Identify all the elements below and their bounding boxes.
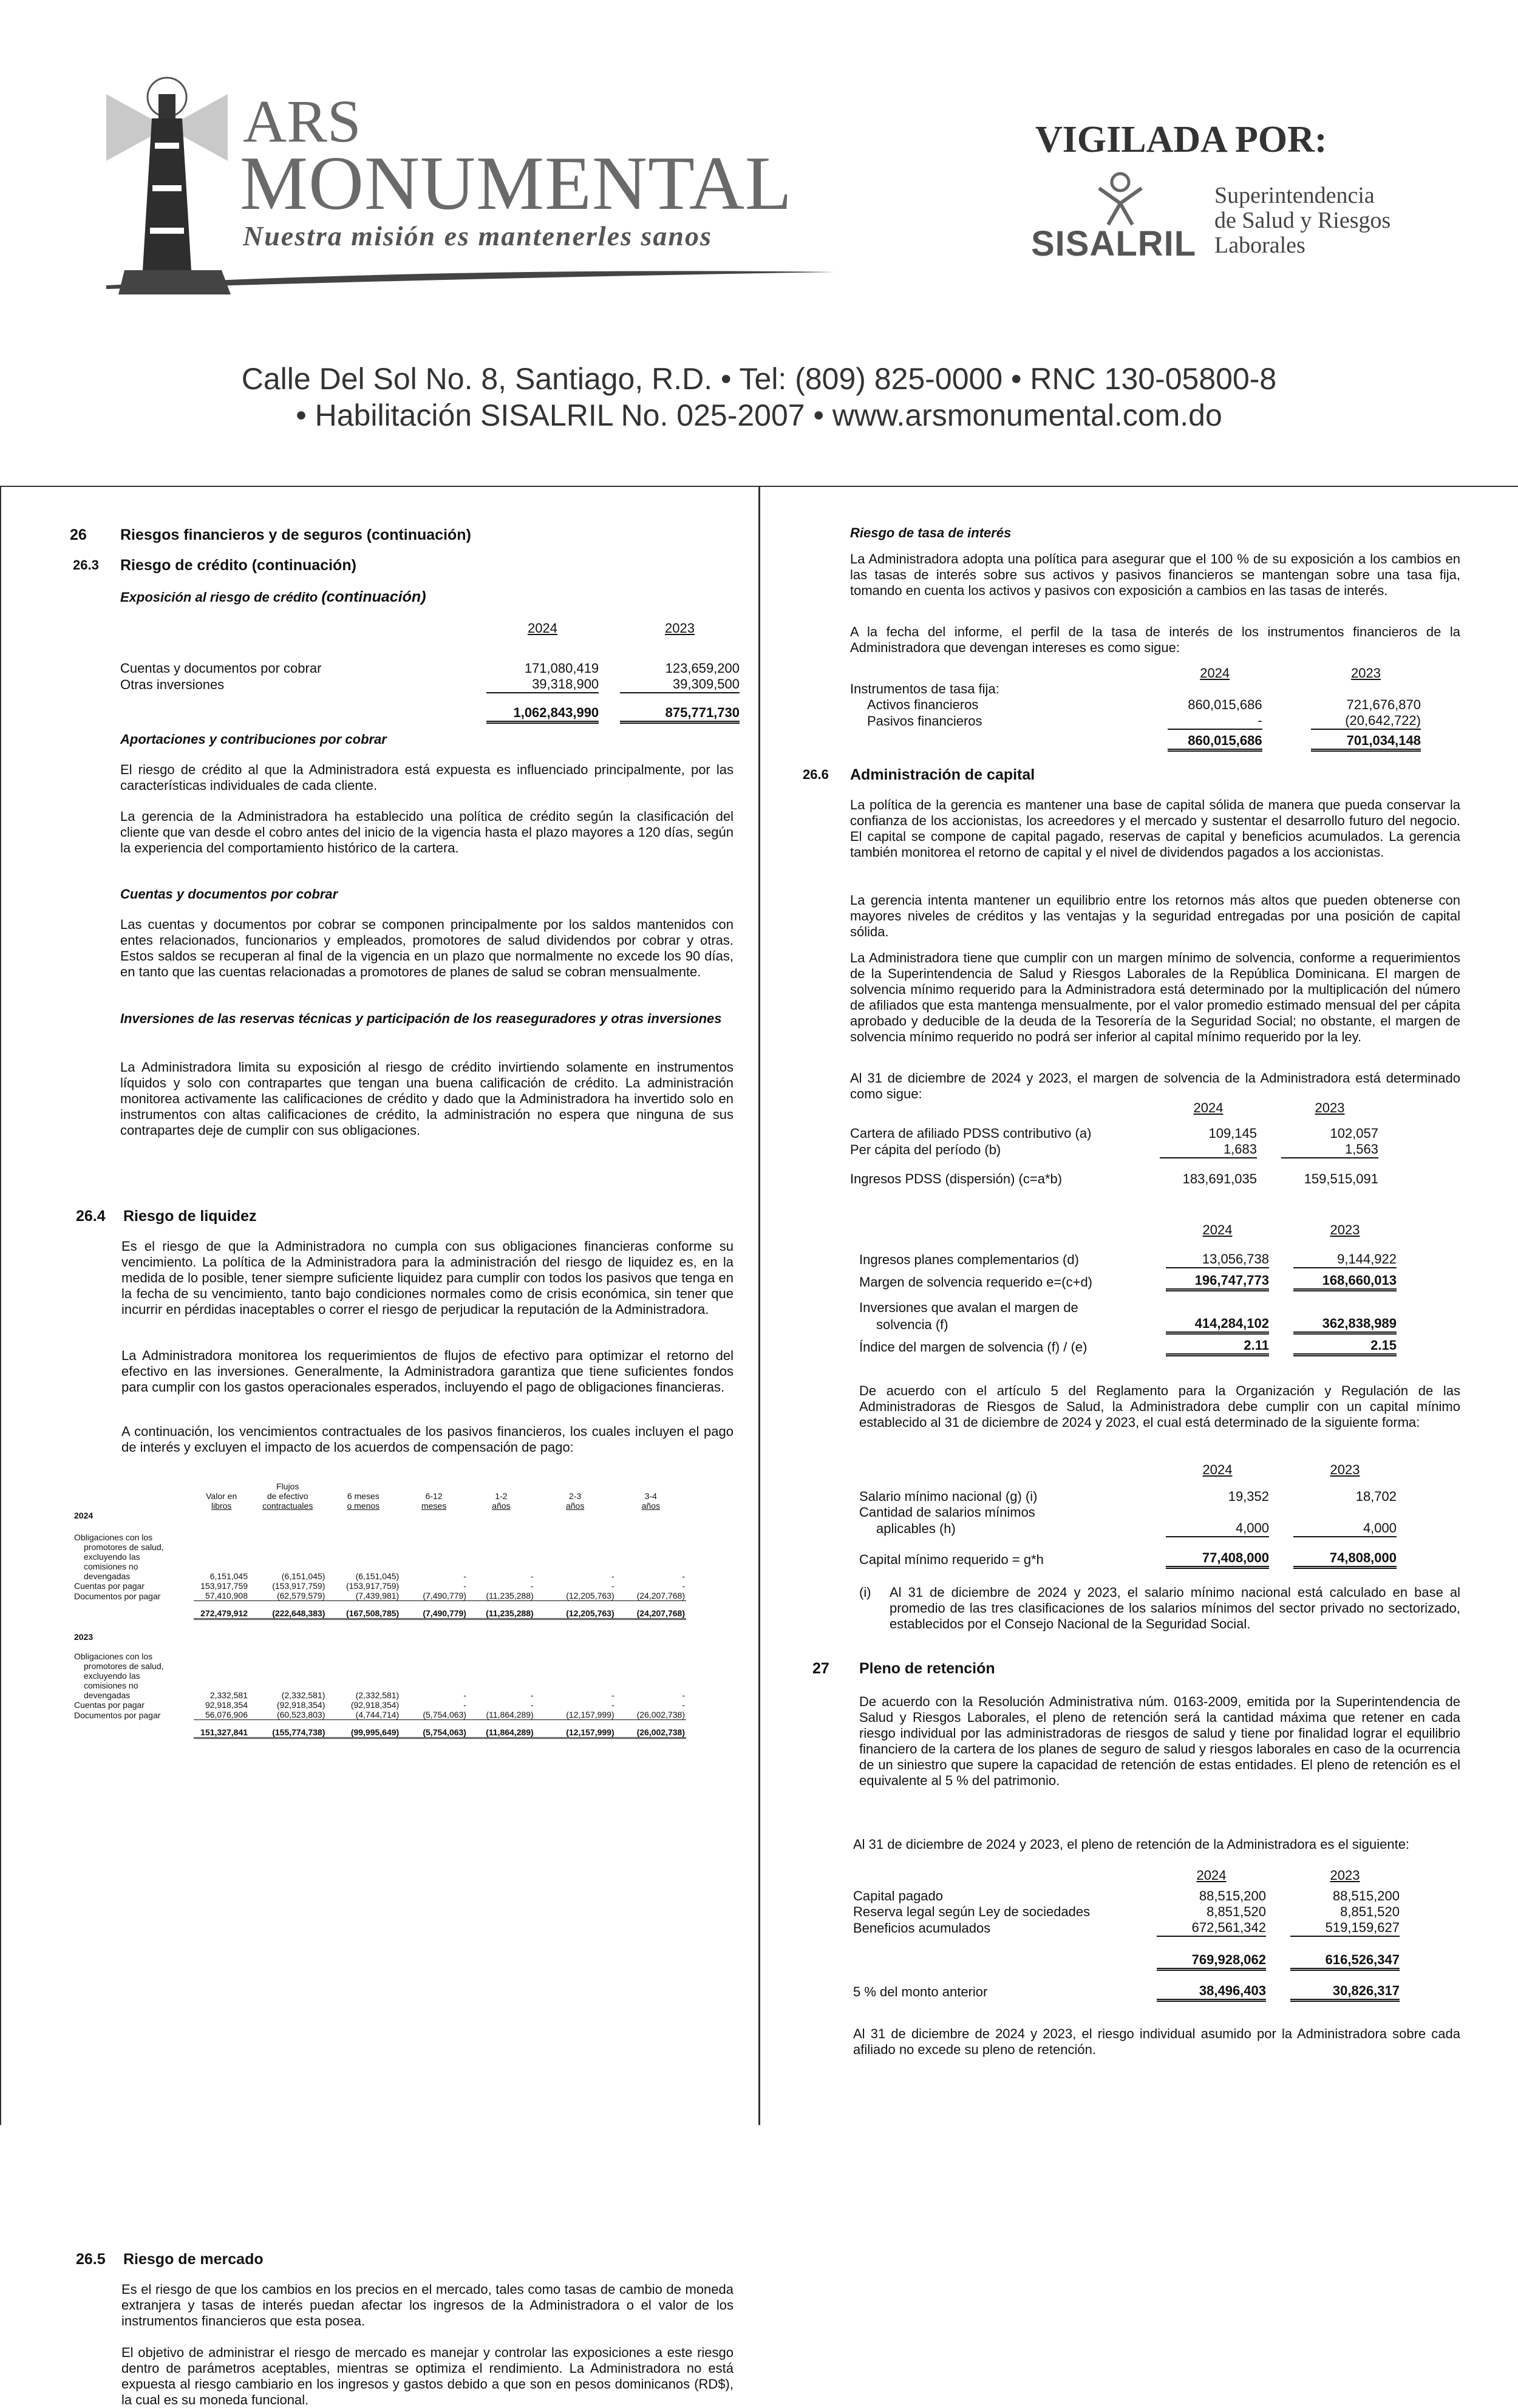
row-label: devengadas [84, 1690, 131, 1700]
cell: - [611, 1571, 614, 1581]
inversiones-heading: Inversiones de las reservas técnicas y participación de los reaseguradores y otras inversiones [120, 1011, 722, 1026]
cell: (12,157,999) [535, 1727, 616, 1738]
value-2023: 9,144,922 [1293, 1251, 1397, 1268]
value-2023: 519,159,627 [1290, 1920, 1400, 1936]
paragraph: Es el riesgo de que los cambios en los precios en el mercado, tales como tasas de cambio de moneda extranjera y tasas de interés puedan afectar los ingresos de la Administradora o el valor de los instrumentos financieros que esta posea. [121, 2282, 733, 2328]
table-row [859, 1316, 1397, 1333]
col-header: o menos [347, 1501, 380, 1511]
section-number: 26.3 [73, 557, 99, 573]
table-row [73, 1581, 686, 1591]
table-row [73, 1591, 686, 1601]
col-header: 2-3 [569, 1491, 582, 1501]
section-number: 26 [70, 526, 87, 543]
paragraph: A continuación, los vencimientos contractuales de los pasivos financieros, los cuales incluyen el pago de interés y excluyen el impacto de los acuerdos de compensación de pago: [121, 1424, 733, 1455]
table-row [850, 713, 1421, 729]
cell: 56,076,906 [194, 1710, 249, 1720]
sisalril-name-line: de Salud y Riesgos [1214, 208, 1391, 233]
value-2023: 721,676,870 [1346, 697, 1421, 712]
cell: - [463, 1571, 466, 1581]
section-title: Administración de capital [850, 766, 1035, 783]
row-label: Ingresos PDSS (dispersión) (c=a*b) [850, 1171, 1063, 1186]
total-2024: 860,015,686 [1168, 733, 1262, 750]
paragraph: Al 31 de diciembre de 2024 y 2023, el riesgo individual asumido por la Administradora sobre cada afiliado no excede su pleno de retención. [853, 2026, 1460, 2057]
cell: 92,918,354 [205, 1700, 248, 1710]
value-2023: 362,838,989 [1293, 1316, 1397, 1333]
value-2023: 2.15 [1293, 1338, 1397, 1355]
cell: (62,579,579) [249, 1591, 326, 1601]
cell: - [531, 1571, 534, 1581]
logo-slogan: Nuestra misión es mantenerles sanos [243, 220, 712, 251]
value-2023: 30,826,317 [1290, 1983, 1400, 2001]
cell: - [682, 1571, 685, 1581]
cell: (153,917,759) [346, 1581, 400, 1591]
col-header: años [492, 1501, 511, 1511]
total-2023: 875,771,730 [620, 705, 740, 723]
row-label: Cuentas por pagar [74, 1581, 145, 1591]
cell: (26,002,738) [616, 1710, 686, 1720]
table-row [853, 1983, 1400, 2001]
cell: (6,151,045) [281, 1571, 325, 1581]
exposure-title: Exposición al riesgo de crédito [120, 590, 318, 605]
cell: - [463, 1581, 466, 1591]
table-total-row [120, 705, 740, 723]
row-label: Obligaciones con los [74, 1532, 153, 1542]
cell: - [611, 1581, 614, 1591]
value-2024: 39,318,900 [486, 676, 599, 693]
value-2023: 102,057 [1330, 1126, 1378, 1141]
col-header: meses [421, 1501, 447, 1511]
table-row [120, 676, 740, 693]
value-2024: 4,000 [1166, 1520, 1269, 1537]
paragraph: La política de la gerencia es mantener una base de capital sólida de manera que pueda conservar la confianza de los accionistas, los acreedores y el mercado y sustentar el desarrollo futuro del negocio. El capital se compone de capital pagado, reservas de capital y beneficios acumulados. La gerencia también monitorea el retorno de capital y el nivel de dividendos pagados a los accionistas. [850, 797, 1460, 860]
cell: (7,490,779) [400, 1608, 468, 1619]
table-total-row [853, 1952, 1400, 1970]
col-header: Flujos [276, 1481, 299, 1491]
row-label: Documentos por pagar [74, 1710, 161, 1720]
year-label: 2024 [74, 1511, 94, 1520]
cell: - [531, 1690, 534, 1700]
col-header: libros [211, 1501, 232, 1511]
cell: (92,918,354) [350, 1700, 400, 1710]
logo-monumental: MONUMENTAL [240, 141, 792, 226]
cell: - [682, 1581, 685, 1591]
cell: (24,207,768) [616, 1608, 686, 1619]
value-2023: 88,515,200 [1332, 1888, 1400, 1903]
cuentas-heading: Cuentas y documentos por cobrar [120, 886, 338, 902]
cell: (5,754,063) [400, 1727, 468, 1738]
row-label: Cuentas por pagar [74, 1700, 145, 1710]
paragraph: La gerencia intenta mantener un equilibrio entre los retornos más altos que pueden obtenerse con mayores niveles de créditos y las ventajas y la seguridad entregadas por una posición de capital sólida. [850, 893, 1460, 939]
section-number: 27 [812, 1660, 829, 1677]
paragraph: A la fecha del informe, el perfil de la tasa de interés de los instrumentos financieros de la Administradora que devengan intereses es como sigue: [850, 624, 1460, 655]
cell: - [463, 1690, 466, 1700]
cell: (12,205,763) [535, 1608, 616, 1619]
capital-minimo-table [859, 1462, 1397, 1569]
cell: (11,864,289) [468, 1710, 535, 1720]
row-label: Cartera de afiliado PDSS contributivo (a) [850, 1126, 1092, 1141]
year-header: 2023 [664, 621, 695, 636]
year-label: 2023 [74, 1632, 94, 1642]
value-2023: 39,309,500 [620, 676, 740, 693]
table-row [850, 1126, 1378, 1141]
col-header: 6 meses [347, 1491, 380, 1501]
row-label: Documentos por pagar [74, 1591, 161, 1601]
paragraph: El riesgo de crédito al que la Administradora está expuesta es influenciado principalmente, por las características individuales de cada cliente. [120, 762, 733, 793]
cell: (24,207,768) [616, 1591, 686, 1601]
cell: (26,002,738) [616, 1727, 686, 1738]
logo-swoosh [103, 267, 838, 291]
col-header: Valor en [206, 1491, 237, 1501]
value-2024: 77,408,000 [1166, 1550, 1269, 1568]
paragraph: Es el riesgo de que la Administradora no cumpla con sus obligaciones financieras conforme su vencimiento. La política de la Administradora para la administración del riesgo de liquidez es, en la medida de lo posible, tener siempre suficiente liquidez para cumplir con todos los pasivos que tenga en la fecha de su vencimiento, tanto bajo condiciones normales como de crisis económica, sin tener que incurrir en pérdidas inaceptables o correr el riesgo de perjudicar la reputación de la Administradora. [121, 1239, 733, 1317]
year-header: 2024 [1196, 1868, 1227, 1883]
table-row [73, 1690, 686, 1700]
value-2023: 8,851,520 [1340, 1904, 1400, 1919]
col-header: 6-12 [425, 1491, 443, 1501]
value-2024: 88,515,200 [1199, 1888, 1266, 1903]
cell: - [463, 1700, 466, 1710]
row-label: comisiones no [84, 1681, 138, 1690]
cell: (11,235,288) [468, 1591, 535, 1601]
row-label: Beneficios acumulados [853, 1920, 991, 1936]
value-2024: 860,015,686 [1188, 697, 1262, 712]
table-row [853, 1920, 1400, 1936]
cell: (155,774,738) [249, 1727, 326, 1738]
table-total-row [73, 1608, 686, 1619]
section-title: Riesgo de mercado [123, 2251, 264, 2268]
row-label: aplicables (h) [876, 1521, 956, 1536]
value-2024: 171,080,419 [524, 661, 599, 676]
cell: (99,995,649) [326, 1727, 400, 1738]
paragraph: Las cuentas y documentos por cobrar se componen principalmente por los saldos mantenidos con entes relacionados, funcionarios y empleados, promotores de salud dividendos por cobrar y otras. Estos saldos se recuperan al final de la vigencia en un plazo que normalmente no excede los 90 días, en tanto que las cuentas relacionadas a promotores de planes de salud se cobran mensualmente. [120, 917, 733, 979]
contact-line-1: Calle Del Sol No. 8, Santiago, R.D. • Tel: (809) 825-0000 • RNC 130-05800-8 [241, 362, 1277, 396]
year-header: 2024 [527, 621, 557, 636]
row-label: Reserva legal según Ley de sociedades [853, 1904, 1091, 1919]
table-row [850, 1141, 1378, 1158]
sisalril-name-line: Laborales [1214, 233, 1305, 258]
section-title: Riesgo de crédito (continuación) [120, 557, 356, 574]
paragraph: La Administradora monitorea los requerimientos de flujos de efectivo para optimizar el retorno del efectivo en las inversiones. Generalmente, la Administradora garantiza que tiene suficientes fondos para cumplir con los gastos operacionales esperados, incluyendo el pago de obligaciones financieras. [121, 1348, 733, 1395]
cell: 6,151,045 [209, 1571, 248, 1581]
value-2023: 74,808,000 [1293, 1550, 1397, 1568]
table-row [850, 1171, 1378, 1187]
contact-line-2: • Habilitación SISALRIL No. 025-2007 • www.arsmonumental.com.do [296, 398, 1222, 432]
paragraph: La Administradora tiene que cumplir con un margen mínimo de solvencia, conforme a requerimientos de la Superintendencia de Salud y Riesgos Laborales de la República Dominicana. El margen de solvencia mínimo requerido para la Administradora está determinado por la multiplicación del número de afiliados que esta mantenga mensualmente, por el valor promedio estimado mensual del per cápita aprobado y deducible de la deuda de la Tesorería de la Seguridad Social; no obstante, el margen de solvencia mínimo requerido no podrá ser inferior al capital mínimo requerido por la ley. [850, 950, 1460, 1044]
section-title: Pleno de retención [859, 1660, 995, 1677]
col-header: años [565, 1501, 585, 1511]
table-total-row [850, 733, 1421, 750]
aportaciones-heading: Aportaciones y contribuciones por cobrar [120, 732, 387, 747]
exposure-heading [120, 589, 426, 605]
year-header: 2023 [1330, 1222, 1360, 1237]
table-row [850, 697, 1421, 713]
cell: 2,332,581 [209, 1690, 248, 1700]
paragraph: Al 31 de diciembre de 2024 y 2023, el margen de solvencia de la Administradora está determinado como sigue: [850, 1070, 1460, 1101]
table-row [73, 1571, 686, 1581]
cell: (11,864,289) [468, 1727, 535, 1738]
total-2024: 769,928,062 [1157, 1952, 1266, 1970]
note-text: Al 31 de diciembre de 2024 y 2023, el salario mínimo nacional está calculado en base al promedio de las tres clasificaciones de los salarios mínimos del sector privado no sectorizado, establecidos por el Consejo Nacional de la Seguridad Social. [890, 1585, 1460, 1631]
cell: - [611, 1690, 614, 1700]
cell: 272,479,912 [194, 1608, 249, 1619]
note-marker: (i) [859, 1585, 871, 1600]
section-title: Riesgos financieros y de seguros (continuación) [120, 526, 471, 543]
row-label: Obligaciones con los [74, 1651, 153, 1661]
col-header: años [641, 1501, 660, 1511]
table-row [859, 1489, 1397, 1505]
lighthouse-icon [100, 70, 234, 301]
section-number: 26.6 [803, 767, 829, 782]
value-2023: 1,563 [1281, 1141, 1378, 1158]
value-2023: 4,000 [1293, 1520, 1397, 1537]
value-2024: 2.11 [1166, 1338, 1269, 1355]
table-row [853, 1904, 1400, 1920]
cell: (92,918,354) [276, 1700, 325, 1710]
value-2024: 414,284,102 [1166, 1316, 1269, 1333]
cell: (7,439,981) [326, 1591, 400, 1601]
year-header: 2023 [1330, 1868, 1360, 1883]
cell: (12,205,763) [535, 1591, 616, 1601]
year-header: 2023 [1315, 1100, 1345, 1115]
table-row [859, 1251, 1397, 1268]
row-label: Pasivos financieros [867, 713, 982, 729]
value-2024: 13,056,738 [1166, 1251, 1269, 1268]
row-label: Capital mínimo requerido = g*h [859, 1551, 1044, 1567]
value-2024: 196,747,773 [1166, 1273, 1269, 1290]
cell: (7,490,779) [400, 1591, 468, 1601]
total-2023: 701,034,148 [1311, 733, 1421, 750]
table-row [853, 1888, 1400, 1904]
row-label: Ingresos planes complementarios (d) [859, 1252, 1079, 1267]
table-row [73, 1710, 686, 1720]
value-2023: 159,515,091 [1304, 1171, 1378, 1186]
section-number: 26.4 [76, 1208, 106, 1225]
exposure-table [120, 621, 740, 724]
sisalril-name [1214, 183, 1390, 258]
row-label: Otras inversiones [120, 677, 225, 692]
value-2023: 18,702 [1355, 1489, 1397, 1504]
row-label: Instrumentos de tasa fija: [850, 681, 999, 696]
maturity-table [73, 1481, 686, 1739]
cell: 57,410,908 [194, 1591, 249, 1601]
vigilada-label: VIGILADA POR: [1035, 119, 1327, 160]
tasa-heading: Riesgo de tasa de interés [850, 525, 1012, 540]
sisalril-wordmark: SISALRIL [1031, 224, 1197, 264]
value-2023: 123,659,200 [665, 661, 740, 676]
row-label: Per cápita del período (b) [850, 1142, 1001, 1157]
cell: 151,327,841 [194, 1727, 249, 1738]
solvency-table-1 [850, 1100, 1378, 1187]
row-label: promotores de salud, [84, 1542, 164, 1552]
value-2024: 19,352 [1228, 1489, 1269, 1504]
cell: (6,151,045) [355, 1571, 400, 1581]
year-header: 2023 [1330, 1462, 1360, 1477]
value-2024: 109,145 [1208, 1126, 1257, 1141]
row-label: Margen de solvencia requerido e=(c+d) [859, 1274, 1093, 1290]
cell: (11,235,288) [468, 1608, 535, 1619]
cell: - [531, 1581, 534, 1591]
cell: - [682, 1700, 685, 1710]
letterhead [0, 0, 1518, 486]
cell: (2,332,581) [281, 1690, 325, 1700]
row-label: Cuentas y documentos por cobrar [120, 661, 322, 676]
cell: (2,332,581) [355, 1690, 400, 1700]
cell: (12,157,999) [535, 1710, 616, 1720]
logo-ars: ARS [243, 87, 361, 155]
cell: - [611, 1700, 614, 1710]
total-2024: 1,062,843,990 [486, 705, 599, 723]
value-2023: 168,660,013 [1293, 1273, 1397, 1290]
row-label: Activos financieros [867, 697, 979, 712]
sisalril-name-line: Superintendencia [1214, 183, 1375, 208]
col-header: contractuales [262, 1501, 313, 1511]
year-header: 2024 [1200, 665, 1230, 681]
table-total-row [73, 1727, 686, 1738]
row-label: Índice del margen de solvencia (f) / (e) [859, 1339, 1087, 1355]
row-label: Capital pagado [853, 1888, 944, 1903]
year-header: 2023 [1351, 665, 1381, 681]
solvency-table-2 [859, 1222, 1397, 1356]
col-header: 1-2 [495, 1491, 508, 1501]
row-label: 5 % del monto anterior [853, 1984, 988, 1999]
tasa-table [850, 665, 1421, 752]
row-label: excluyendo las [84, 1671, 140, 1681]
row-label: Cantidad de salarios mínimos [859, 1505, 1035, 1520]
column-divider [758, 486, 760, 2125]
value-2024: 672,561,342 [1157, 1920, 1266, 1936]
year-header: 2024 [1202, 1222, 1233, 1237]
row-label: Inversiones que avalan el margen de [859, 1299, 1078, 1315]
value-2023: (20,642,722) [1311, 713, 1421, 729]
paragraph: De acuerdo con la Resolución Administrativa núm. 0163-2009, emitida por la Superintendencia de Salud y Riesgos Laborales, el pleno de retención será la cantidad máxima que retener en cada riesgo individual por las administradoras de riesgos de salud y tiene por finalidad lograr el equilibrio financiero de la cartera de los planes de seguro de salud y riesgos laborales en caso de la ocurrencia de un siniestro que supere la capacidad de retención de estas entidades. El pleno de retención es el equivalente al 5 % del patrimonio. [859, 1694, 1460, 1788]
value-2024: 1,683 [1160, 1141, 1257, 1158]
table-row [859, 1273, 1397, 1290]
value-2024: - [1168, 713, 1262, 729]
row-label: promotores de salud, [84, 1661, 164, 1671]
col-header: 3-4 [644, 1491, 657, 1501]
pleno-table [853, 1868, 1400, 2002]
cell: 153,917,759 [200, 1581, 248, 1591]
cell: (4,744,714) [326, 1710, 400, 1720]
table-row [120, 661, 740, 676]
table-row [859, 1550, 1397, 1568]
value-2024: 183,691,035 [1182, 1171, 1257, 1186]
table-header-row [120, 621, 740, 636]
row-label: excluyendo las [84, 1552, 140, 1562]
total-2023: 616,526,347 [1290, 1952, 1400, 1970]
row-label: comisiones no [84, 1562, 138, 1571]
row-label: devengadas [84, 1571, 131, 1581]
year-header: 2024 [1202, 1462, 1233, 1477]
paragraph: La gerencia de la Administradora ha establecido una política de crédito según la clasificación del cliente que van desde el cobro antes del inicio de la vigencia hasta el plazo mayores a 120 días, según la experiencia del comportamiento histórico de la cartera. [120, 809, 733, 855]
table-row [73, 1700, 686, 1710]
table-row [859, 1338, 1397, 1355]
exposure-title-cont: (continuación) [321, 588, 426, 605]
cell: (5,754,063) [400, 1710, 468, 1720]
cell: - [682, 1690, 685, 1700]
value-2024: 8,851,520 [1207, 1904, 1266, 1919]
section-number: 26.5 [76, 2251, 106, 2268]
col-header: de efectivo [267, 1491, 308, 1501]
cell: (222,648,383) [249, 1608, 326, 1619]
value-2024: 38,496,403 [1157, 1983, 1266, 2001]
row-label: solvencia (f) [876, 1317, 948, 1332]
cell: (60,523,803) [249, 1710, 326, 1720]
paragraph: La Administradora adopta una política para asegurar que el 100 % de su exposición a los cambios en las tasas de interés sobre sus activos y pasivos financieros se mantengan sobre una tasa fija, tomando en cuenta los activos y pasivos con exposición a cambios en las tasas de interés. [850, 551, 1460, 598]
year-header: 2024 [1193, 1100, 1224, 1115]
row-label: Salario mínimo nacional (g) (i) [859, 1489, 1038, 1504]
paragraph: Al 31 de diciembre de 2024 y 2023, el pleno de retención de la Administradora es el siguiente: [853, 1837, 1410, 1852]
table-row [859, 1520, 1397, 1537]
paragraph: De acuerdo con el artículo 5 del Reglamento para la Organización y Regulación de las Administradoras de Riesgos de Salud, la Administradora debe cumplir con un capital mínimo establecido al 31 de diciembre de 2024 y 2023, el cual está determinado de la siguiente forma: [859, 1383, 1460, 1430]
cell: (167,508,785) [326, 1608, 400, 1619]
sisalril-person-icon [1093, 170, 1148, 228]
section-title: Riesgo de liquidez [123, 1208, 257, 1225]
paragraph: El objetivo de administrar el riesgo de mercado es manejar y controlar las exposiciones a este riesgo dentro de parámetros aceptables, mientras se optimiza el rendimiento. La Administradora no está expuesta al riesgo cambiario en los ingresos y gastos debido a que son en pesos dominicanos (RD$), la cual es su moneda funcional. [121, 2345, 733, 2407]
cell: (153,917,759) [272, 1581, 325, 1591]
cell: - [531, 1700, 534, 1710]
paragraph: La Administradora limita su exposición al riesgo de crédito invirtiendo solamente en instrumentos líquidos y solo con contrapartes que tengan una buena calificación de crédito. La administración monitorea activamente las calificaciones de crédito y dado que la Administradora ha invertido solo en instrumentos con altas calificaciones de crédito, la administración no espera que ninguna de sus contrapartes deje de cumplir con sus obligaciones. [120, 1059, 733, 1138]
